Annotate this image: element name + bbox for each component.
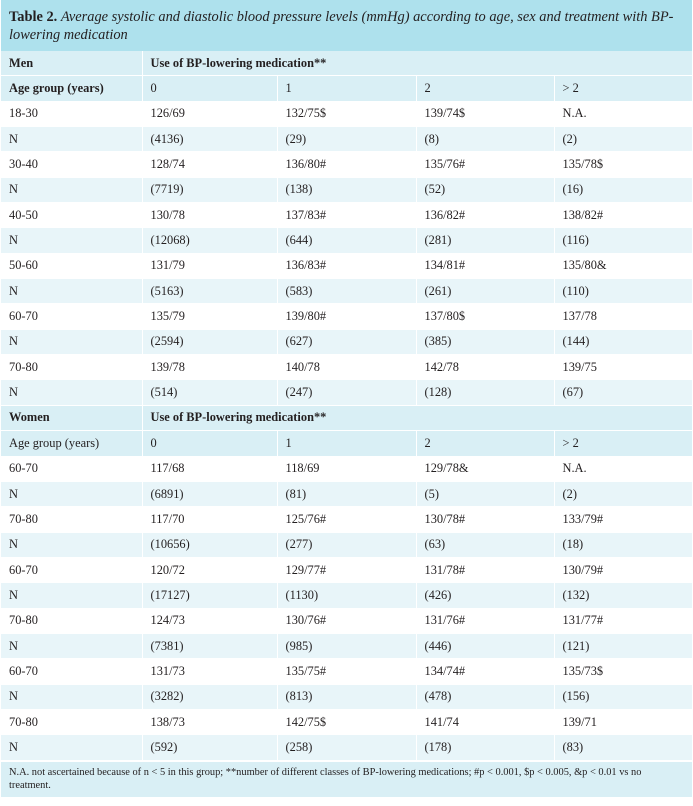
bp-cell: 139/80# <box>277 304 416 329</box>
age-group-header: Age group (years) <box>1 431 142 456</box>
count-row <box>1 583 692 608</box>
bp-cell: 137/78 <box>554 304 692 329</box>
bp-cell: 135/78$ <box>554 152 692 177</box>
count-row <box>1 684 692 709</box>
count-cell: (514) <box>142 380 277 405</box>
row-label: 70-80 <box>1 709 142 734</box>
row-label: N <box>1 633 142 658</box>
count-cell: (985) <box>277 633 416 658</box>
bp-cell: 130/79# <box>554 557 692 582</box>
bp-cell: 137/80$ <box>416 304 554 329</box>
bp-cell: 130/78 <box>142 203 277 228</box>
bp-cell: N.A. <box>554 456 692 481</box>
bp-cell: 120/72 <box>142 557 277 582</box>
row-label: 30-40 <box>1 152 142 177</box>
count-row <box>1 532 692 557</box>
bp-row <box>1 659 692 684</box>
bp-row <box>1 456 692 481</box>
bp-cell: 140/78 <box>277 355 416 380</box>
count-row <box>1 481 692 506</box>
section-group-label: Men <box>1 51 142 76</box>
row-label: 18-30 <box>1 101 142 126</box>
row-label: 60-70 <box>1 304 142 329</box>
count-cell: (261) <box>416 279 554 304</box>
row-label: N <box>1 228 142 253</box>
bp-cell: 134/81# <box>416 253 554 278</box>
count-cell: (12068) <box>142 228 277 253</box>
count-cell: (446) <box>416 633 554 658</box>
bp-cell: 131/77# <box>554 608 692 633</box>
bp-cell: 139/71 <box>554 709 692 734</box>
bp-row <box>1 152 692 177</box>
bp-cell: 138/82# <box>554 203 692 228</box>
count-cell: (258) <box>277 735 416 760</box>
row-label: N <box>1 279 142 304</box>
bp-cell: 138/73 <box>142 709 277 734</box>
bp-cell: 139/75 <box>554 355 692 380</box>
bp-cell: 142/78 <box>416 355 554 380</box>
bp-row <box>1 355 692 380</box>
bp-row <box>1 101 692 126</box>
bp-cell: 129/78& <box>416 456 554 481</box>
count-cell: (281) <box>416 228 554 253</box>
count-cell: (81) <box>277 481 416 506</box>
row-label: 60-70 <box>1 456 142 481</box>
count-row <box>1 279 692 304</box>
bp-cell: 118/69 <box>277 456 416 481</box>
bp-cell: 131/76# <box>416 608 554 633</box>
count-cell: (592) <box>142 735 277 760</box>
count-cell: (2) <box>554 481 692 506</box>
row-label: N <box>1 481 142 506</box>
count-cell: (2) <box>554 127 692 152</box>
count-cell: (6891) <box>142 481 277 506</box>
medication-count-header: 2 <box>416 76 554 101</box>
count-cell: (277) <box>277 532 416 557</box>
count-cell: (52) <box>416 177 554 202</box>
count-cell: (2594) <box>142 329 277 354</box>
bp-cell: 117/70 <box>142 507 277 532</box>
bp-cell: N.A. <box>554 101 692 126</box>
bp-cell: 142/75$ <box>277 709 416 734</box>
bp-cell: 136/83# <box>277 253 416 278</box>
count-cell: (110) <box>554 279 692 304</box>
bp-cell: 130/78# <box>416 507 554 532</box>
count-cell: (63) <box>416 532 554 557</box>
bp-row <box>1 507 692 532</box>
count-cell: (29) <box>277 127 416 152</box>
count-cell: (1130) <box>277 583 416 608</box>
bp-row <box>1 709 692 734</box>
count-cell: (426) <box>416 583 554 608</box>
count-cell: (132) <box>554 583 692 608</box>
bp-cell: 135/79 <box>142 304 277 329</box>
row-label: 50-60 <box>1 253 142 278</box>
row-label: N <box>1 532 142 557</box>
medication-count-header: 0 <box>142 431 277 456</box>
row-label: N <box>1 684 142 709</box>
row-label: N <box>1 380 142 405</box>
count-row <box>1 177 692 202</box>
table-footnote: N.A. not ascertained because of n < 5 in this group; **number of different classes of BP-lowering medications; #p < 0.001, $p < 0.005, &p < 0.01 vs no treatment. <box>1 762 692 797</box>
medication-count-header: 1 <box>277 431 416 456</box>
bp-row <box>1 557 692 582</box>
bp-cell: 134/74# <box>416 659 554 684</box>
bp-cell: 135/75# <box>277 659 416 684</box>
count-cell: (627) <box>277 329 416 354</box>
bp-cell: 126/69 <box>142 101 277 126</box>
table-title: Average systolic and diastolic blood pressure levels (mmHg) according to age, sex and treatment with BP-lowering medication <box>9 9 674 43</box>
section-header-row <box>1 51 692 76</box>
count-cell: (16) <box>554 177 692 202</box>
count-cell: (178) <box>416 735 554 760</box>
row-label: N <box>1 735 142 760</box>
count-cell: (385) <box>416 329 554 354</box>
bp-cell: 135/80& <box>554 253 692 278</box>
medication-count-header: 2 <box>416 431 554 456</box>
row-label: 60-70 <box>1 659 142 684</box>
column-header-row <box>1 76 692 101</box>
bp-cell: 139/74$ <box>416 101 554 126</box>
count-row <box>1 633 692 658</box>
count-cell: (144) <box>554 329 692 354</box>
row-label: 70-80 <box>1 355 142 380</box>
row-label: N <box>1 177 142 202</box>
column-header-row <box>1 431 692 456</box>
count-cell: (121) <box>554 633 692 658</box>
count-cell: (813) <box>277 684 416 709</box>
bp-cell: 129/77# <box>277 557 416 582</box>
bp-cell: 135/76# <box>416 152 554 177</box>
count-cell: (7381) <box>142 633 277 658</box>
count-cell: (8) <box>416 127 554 152</box>
count-cell: (83) <box>554 735 692 760</box>
bp-cell: 136/82# <box>416 203 554 228</box>
bp-cell: 137/83# <box>277 203 416 228</box>
bp-row <box>1 253 692 278</box>
row-label: N <box>1 583 142 608</box>
count-cell: (156) <box>554 684 692 709</box>
bp-row <box>1 608 692 633</box>
count-row <box>1 127 692 152</box>
bp-cell: 139/78 <box>142 355 277 380</box>
bp-cell: 132/75$ <box>277 101 416 126</box>
medication-header: Use of BP-lowering medication** <box>142 51 692 76</box>
section-header-row <box>1 405 692 430</box>
age-group-header: Age group (years) <box>1 76 142 101</box>
count-cell: (478) <box>416 684 554 709</box>
bp-cell: 125/76# <box>277 507 416 532</box>
count-cell: (4136) <box>142 127 277 152</box>
count-cell: (67) <box>554 380 692 405</box>
bp-cell: 130/76# <box>277 608 416 633</box>
bp-cell: 131/73 <box>142 659 277 684</box>
count-cell: (3282) <box>142 684 277 709</box>
row-label: N <box>1 329 142 354</box>
row-label: 40-50 <box>1 203 142 228</box>
count-row <box>1 329 692 354</box>
bp-cell: 141/74 <box>416 709 554 734</box>
count-row <box>1 735 692 760</box>
bp-cell: 136/80# <box>277 152 416 177</box>
table-container <box>1 0 692 797</box>
medication-count-header: 0 <box>142 76 277 101</box>
count-cell: (17127) <box>142 583 277 608</box>
medication-count-header: > 2 <box>554 431 692 456</box>
row-label: 60-70 <box>1 557 142 582</box>
section-group-label: Women <box>1 405 142 430</box>
count-row <box>1 228 692 253</box>
medication-count-header: 1 <box>277 76 416 101</box>
row-label: N <box>1 127 142 152</box>
count-cell: (10656) <box>142 532 277 557</box>
count-cell: (7719) <box>142 177 277 202</box>
count-cell: (116) <box>554 228 692 253</box>
count-cell: (138) <box>277 177 416 202</box>
table-label: Table 2. <box>9 9 58 25</box>
medication-header: Use of BP-lowering medication** <box>142 405 692 430</box>
count-cell: (18) <box>554 532 692 557</box>
bp-row <box>1 203 692 228</box>
bp-cell: 133/79# <box>554 507 692 532</box>
bp-cell: 135/73$ <box>554 659 692 684</box>
table-body <box>1 51 692 760</box>
count-cell: (644) <box>277 228 416 253</box>
count-cell: (5) <box>416 481 554 506</box>
count-cell: (5163) <box>142 279 277 304</box>
medication-count-header: > 2 <box>554 76 692 101</box>
row-label: 70-80 <box>1 507 142 532</box>
bp-cell: 117/68 <box>142 456 277 481</box>
table-caption <box>1 0 692 51</box>
count-cell: (128) <box>416 380 554 405</box>
bp-cell: 128/74 <box>142 152 277 177</box>
count-cell: (247) <box>277 380 416 405</box>
row-label: 70-80 <box>1 608 142 633</box>
count-row <box>1 380 692 405</box>
bp-cell: 124/73 <box>142 608 277 633</box>
blood-pressure-table <box>1 51 692 761</box>
bp-cell: 131/79 <box>142 253 277 278</box>
count-cell: (583) <box>277 279 416 304</box>
bp-cell: 131/78# <box>416 557 554 582</box>
bp-row <box>1 304 692 329</box>
